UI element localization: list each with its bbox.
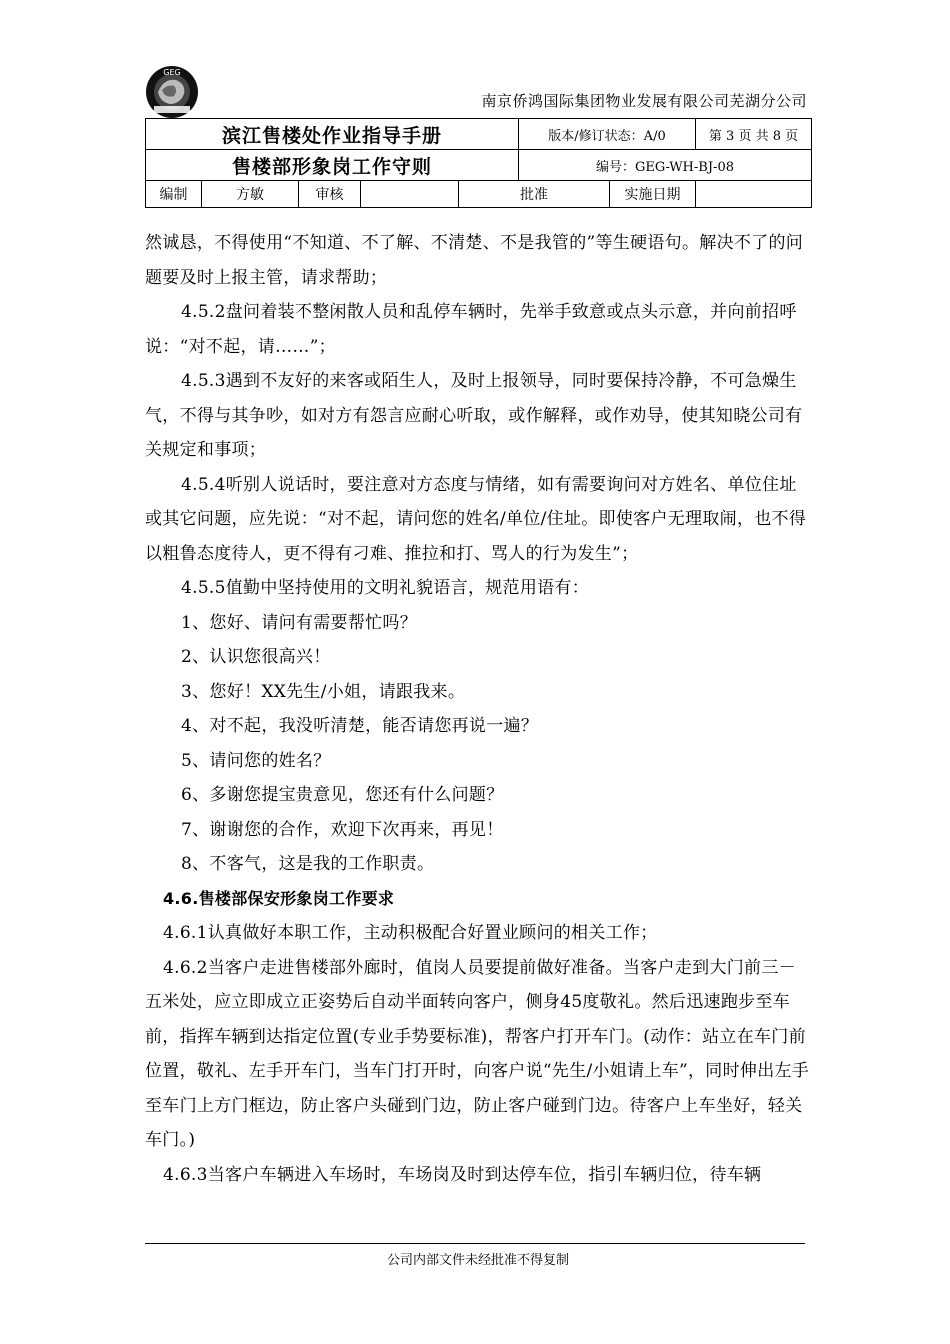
- section-heading: 4.6.售楼部保安形象岗工作要求: [163, 888, 395, 908]
- paragraph-4-6-3: 4.6.3当客户车辆进入车场时，车场岗及时到达停车位，指引车辆归位，待车辆: [163, 1164, 762, 1185]
- document-header-table: [145, 118, 812, 208]
- phrase-item: 8、不客气，这是我的工作职责。: [181, 854, 435, 874]
- phrase-item: 2、认识您很高兴！: [181, 647, 331, 667]
- page-number: 第 3 页 共 8 页: [696, 119, 812, 150]
- paragraph-4-5-5: 4.5.5值勤中坚持使用的文明礼貌语言，规范用语有：: [181, 578, 590, 598]
- phrase-item: 6、多谢您提宝贵意见，您还有什么问题？: [181, 785, 504, 805]
- phrase-item: 1、您好、请问有需要帮忙吗？: [181, 612, 418, 633]
- paragraph-4-5-2: 4.5.2盘问着装不整闲散人员和乱停车辆时，先举手致意或点头示意，并向前招呼说：“对不起，请……”；: [145, 302, 797, 357]
- paragraph-4-5-4: 4.5.4听别人说话时，要注意对方态度与情绪，如有需要询问对方姓名、单位住址或其它问题，应先说：“对不起，请问您的姓名/单位/住址。即使客户无理取闹，也不得以粗鲁态度待人，更不得有刁难、推拉和打、骂人的行为发生”；: [145, 474, 807, 564]
- footer-divider: [145, 1243, 805, 1244]
- company-logo: [144, 64, 200, 120]
- review-label: 审核: [299, 181, 361, 208]
- document-number: 编号：GEG-WH-BJ-08: [519, 150, 812, 181]
- document-body: [145, 226, 811, 1192]
- phrase-item: 3、您好！XX先生/小姐，请跟我来。: [181, 681, 466, 702]
- editor-label: 编制: [146, 181, 202, 208]
- manual-title: 滨江售楼处作业指导手册: [146, 119, 519, 150]
- phrase-item: 7、谢谢您的合作，欢迎下次再来，再见！: [181, 819, 504, 840]
- version-status: 版本/修订状态：A/0: [519, 119, 696, 150]
- approve-label: 批准: [459, 181, 610, 208]
- company-name: 南京侨鸿国际集团物业发展有限公司芜湖分公司: [481, 92, 807, 110]
- paragraph: 然诚恳，不得使用“不知道、不了解、不清楚、不是我管的”等生硬语句。解决不了的问题要及时上报主管，请求帮助；: [145, 233, 804, 288]
- review-value: [361, 181, 459, 208]
- logo-text: GEG: [163, 68, 181, 77]
- phrase-item: 5、请问您的姓名？: [181, 750, 331, 771]
- editor-value: 方敏: [202, 181, 299, 208]
- phrase-item: 4、对不起，我没听清楚，能否请您再说一遍？: [181, 716, 539, 736]
- date-value: [696, 181, 812, 208]
- paragraph-4-5-3: 4.5.3遇到不友好的来客或陌生人，及时上报领导，同时要保持冷静，不可急燥生气，不得与其争吵，如对方有怨言应耐心听取，或作解释，或作劝导，使其知晓公司有关规定和事项；: [145, 371, 803, 460]
- document-title: 售楼部形象岗工作守则: [146, 150, 519, 181]
- paragraph-4-6-1: 4.6.1认真做好本职工作，主动积极配合好置业顾问的相关工作；: [163, 923, 658, 943]
- footer-note: 公司内部文件未经批准不得复制: [386, 1253, 569, 1268]
- paragraph-4-6-2: 4.6.2当客户走进售楼部外廊时，值岗人员要提前做好准备。当客户走到大门前三－五米处，应立即成立正姿势后自动半面转向客户，侧身45度敬礼。然后迅速跑步至车前，指挥车辆到达指定位置(专业手势要标准)，帮客户打开车门。(动作：站立在车门前位置，敬礼、左手开车门，当车门打开时，向客户说“先生/小姐请上车”，同时伸出左手至车门上方门框边，防止客户头碰到门边，防止客户碰到门边。待客户上车坐好，轻关车门。): [145, 957, 810, 1150]
- date-label: 实施日期: [610, 181, 696, 208]
